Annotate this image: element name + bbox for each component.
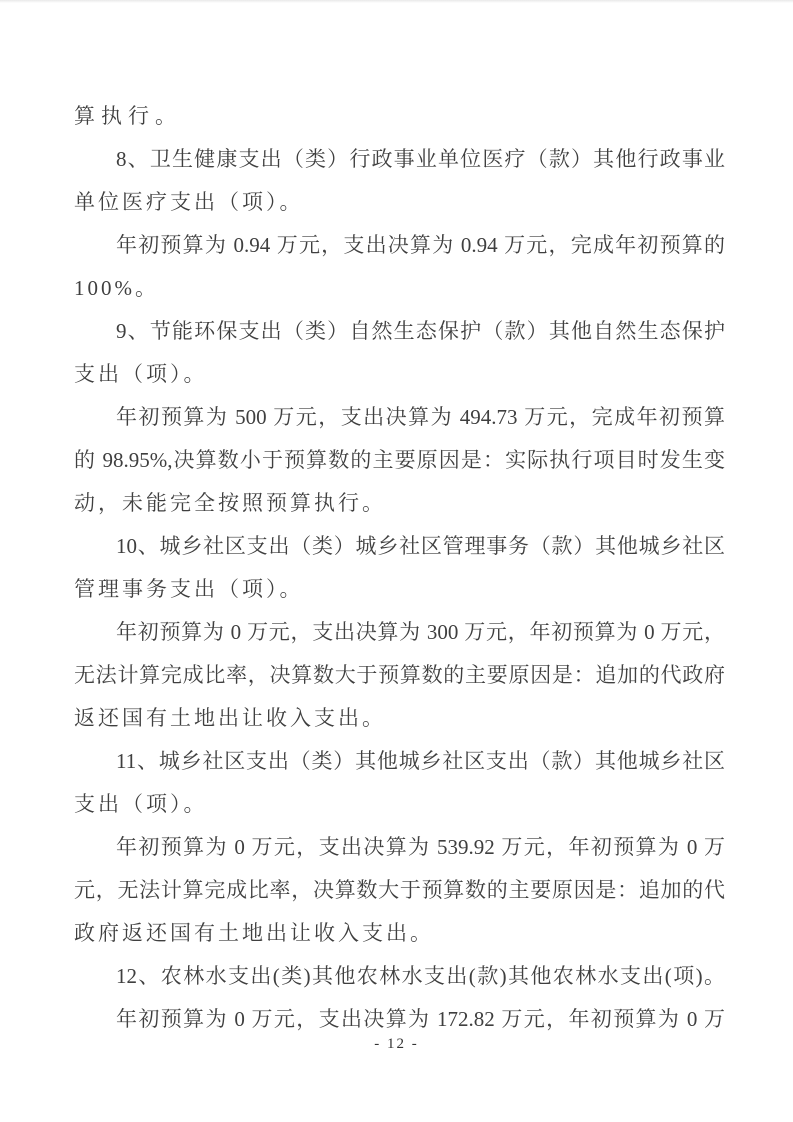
doc-line-21: 12、农林水支出(类)其他农林水支出(款)其他农林水支出(项)。 <box>116 964 725 988</box>
doc-line-2: 8、卫生健康支出（类）行政事业单位医疗（款）其他行政事业 <box>116 147 725 171</box>
doc-line-14: 无法计算完成比率，决算数大于预算数的主要原因是：追加的代政府 <box>74 663 725 687</box>
doc-line-5: 100%。 <box>74 276 159 300</box>
doc-line-9: 的 98.95%,决算数小于预算数的主要原因是：实际执行项目时发生变 <box>74 448 725 472</box>
doc-line-3: 单位医疗支出（项）。 <box>74 190 304 214</box>
doc-line-17: 支出（项）。 <box>74 792 208 816</box>
doc-line-16: 11、城乡社区支出（类）其他城乡社区支出（款）其他城乡社区 <box>116 749 725 773</box>
doc-line-12: 管理事务支出（项）。 <box>74 577 304 601</box>
page-top-scan-edge <box>0 0 793 3</box>
page-number: - 12 - <box>374 1036 419 1052</box>
doc-line-15: 返还国有土地出让收入支出。 <box>74 706 386 730</box>
doc-line-4: 年初预算为 0.94 万元，支出决算为 0.94 万元，完成年初预算的 <box>116 233 725 257</box>
doc-line-7: 支出（项）。 <box>74 362 208 386</box>
doc-line-20: 政府返还国有土地出让收入支出。 <box>74 921 434 945</box>
doc-line-11: 10、城乡社区支出（类）城乡社区管理事务（款）其他城乡社区 <box>116 534 725 558</box>
doc-line-13: 年初预算为 0 万元，支出决算为 300 万元，年初预算为 0 万元， <box>116 620 725 644</box>
document-body <box>74 95 725 1041</box>
doc-line-10: 动，未能完全按照预算执行。 <box>74 491 386 515</box>
doc-line-22: 年初预算为 0 万元，支出决算为 172.82 万元，年初预算为 0 万 <box>116 1007 725 1031</box>
doc-line-19: 元，无法计算完成比率，决算数大于预算数的主要原因是：追加的代 <box>74 878 725 902</box>
doc-line-6: 9、节能环保支出（类）自然生态保护（款）其他自然生态保护 <box>116 319 725 343</box>
doc-line-8: 年初预算为 500 万元，支出决算为 494.73 万元，完成年初预算 <box>116 405 725 429</box>
doc-line-1: 算执行。 <box>74 104 182 128</box>
doc-line-18: 年初预算为 0 万元，支出决算为 539.92 万元，年初预算为 0 万 <box>116 835 725 859</box>
